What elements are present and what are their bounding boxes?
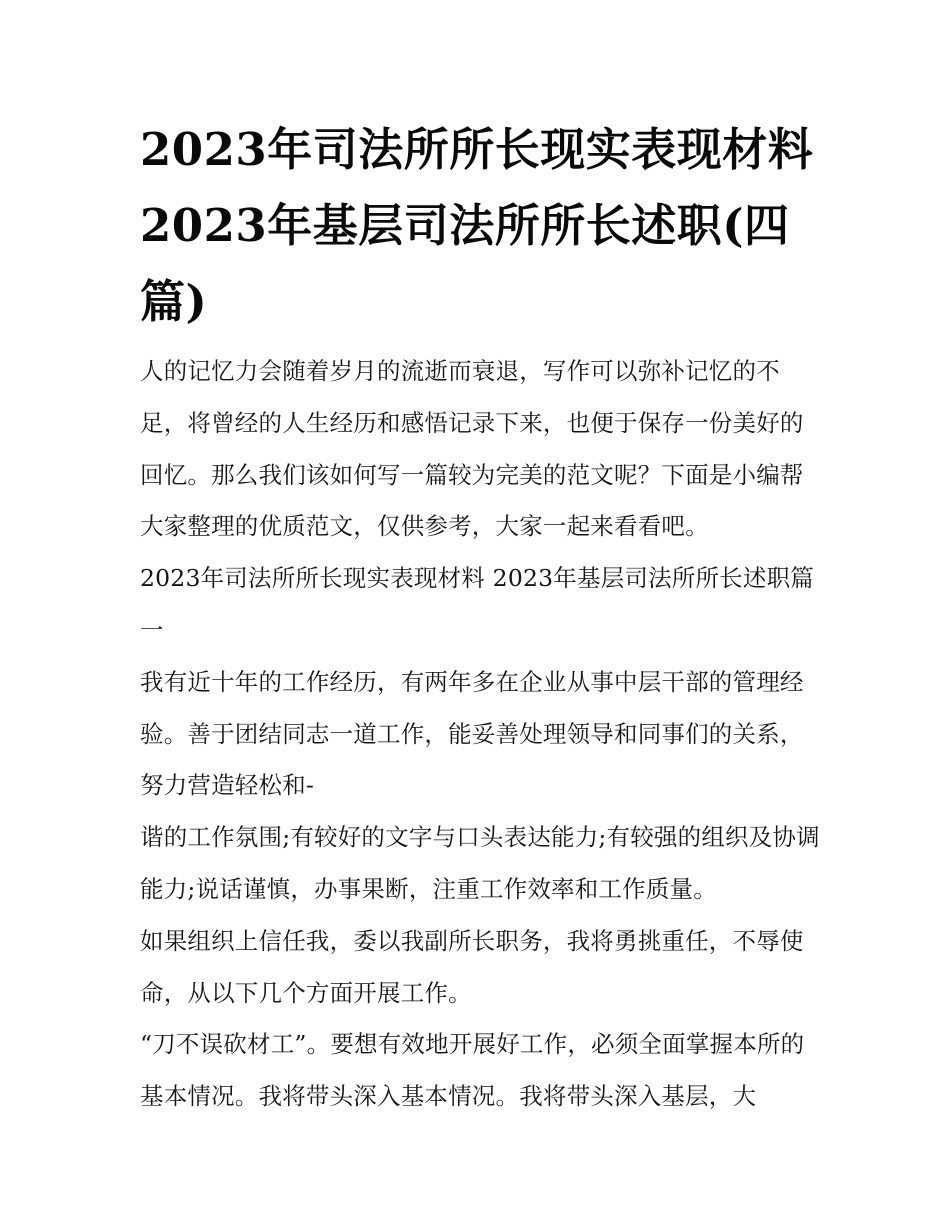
document-title: 2023年司法所所长现实表现材料 2023年基层司法所所长述职(四篇) — [140, 123, 814, 328]
document-content — [140, 112, 820, 1123]
intro-paragraph: 人的记忆力会随着岁月的流逝而衰退，写作可以弥补记忆的不足，将曾经的人生经历和感悟记录下来，也便于保存一份美好的回忆。那么我们该如何写一篇较为完美的范文呢？下面是小编帮大家整理的优质范文，仅供参考，大家一起来看看吧。 — [140, 357, 804, 541]
body-paragraph: “刀不误砍材工”。要想有效地开展好工作，必须全面掌握本所的基本情况。我将带头深入基本情况。我将带头深入基层，大 — [140, 1030, 805, 1111]
document-body — [140, 346, 820, 1123]
body-paragraph: 如果组织上信任我，委以我副所长职务，我将勇挑重任，不辱使命，从以下几个方面开展工作。 — [140, 926, 804, 1007]
body-paragraph: 谐的工作氛围;有较好的文字与口头表达能力;有较强的组织及协调能力;说话谨慎，办事果断，注重工作效率和工作质量。 — [140, 823, 820, 903]
section-heading: 2023年司法所所长现实表现材料 2023年基层司法所所长述职篇一 — [140, 564, 814, 644]
body-paragraph: 我有近十年的工作经历，有两年多在企业从事中层干部的管理经验。善于团结同志一道工作，能妥善处理领导和同事们的关系，努力营造轻松和- — [140, 667, 804, 800]
